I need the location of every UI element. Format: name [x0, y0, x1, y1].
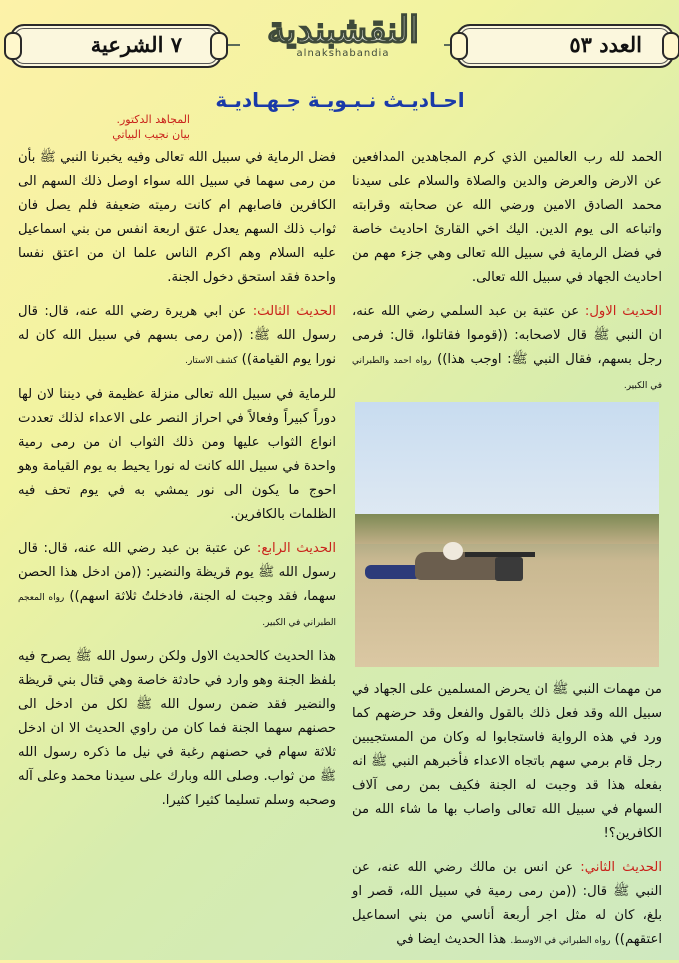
photo-equipment — [495, 557, 523, 581]
article-title: احـاديـث نـبـويـة جـهـاديـة — [215, 88, 465, 112]
hadith-4-reference: رواه المعجم الطبراني في الكبير. — [18, 593, 336, 628]
hadith-2-text: عن انس بن مالك رضي الله عنه، عن النبي ﷺ قال: ((من رمى رمية في سبيل الله، قصر او بلغ، كان له مثل اجر أربعة أناسي من بني اسماعيل اعتقهم)) — [352, 860, 662, 947]
author-name: بيان نجيب البياتي — [112, 128, 190, 141]
hadith-2-label: الحديث الثاني: — [580, 860, 662, 875]
hadith-4-text: عن عتبة بن عبد رضي الله عنه، قال: قال رسول الله ﷺ يوم قريظة والنضير: ((من ادخل هذا الحصن سهما، فقد وجبت له الجنة، فادخلتُ ثلاثة اسهم)) — [18, 541, 336, 604]
magazine-logo — [238, 8, 448, 70]
right-column — [352, 146, 662, 408]
left-column — [18, 146, 336, 823]
hadith-3-label: الحديث الثالث: — [252, 304, 336, 319]
right-column-lower — [352, 678, 662, 963]
issue-number: العدد ٥٣ — [569, 32, 642, 57]
issue-scroll — [456, 24, 674, 68]
photo-figure-head — [443, 542, 463, 560]
scroll-curl-right — [662, 32, 679, 60]
hadith-2 — [352, 856, 662, 953]
author-block — [20, 112, 190, 142]
author-title: المجاهد الدكتور. — [116, 113, 190, 126]
article-photo — [355, 402, 659, 667]
logo-subtitle: alnakshabandia — [296, 48, 390, 59]
photo-field — [355, 514, 659, 544]
commentary-3: للرماية في سبيل الله تعالى منزلة عظيمة في ديننا لان لها دوراً كبيراً وفعالاً في احراز النصر على الاعداء لذلك تعددت انواع الثواب عليها ومن ذلك الثواب ان من رمى رمية واحدة في سبيل الله كانت له نورا يحيط به يوم القيامة وهو احوج ما يكون الى نور يمشي به في يوم تحف فيه الظلمات بالكافرين. — [18, 387, 336, 522]
commentary-2: فضل الرماية في سبيل الله تعالى وفيه يخبرنا النبي ﷺ بأن من رمى سهما في سبيل الله سواء اوصل ذلك السهم الى الكافرين فاصابهم ام كانت رميته ضعيفة فلم يصل فان ثواب ذلك السهم يعدل عتق اربعة انفس من بني اسماعيل عليه السلام وهم اكرم الناس علما ان من اعتق نفسا واحدة فقد استحق دخول الجنة. — [18, 150, 336, 285]
hadith-3-text: عن ابي هريرة رضي الله عنه، قال: قال رسول الله ﷺ: ((من رمى بسهم في سبيل الله كان له نورا يوم القيامة)) — [18, 304, 336, 367]
commentary-4: هذا الحديث كالحديث الاول ولكن رسول الله ﷺ يصرح فيه بلفظ الجنة وهو وارد في حادثة خاصة وهي قتال بني قريظة والنضير فقد ضمن رسول الله ﷺ لكل من ادخل الى حصنهم سهما الجنة فما كان من راوي الحديث الا ان ادخل ثلاثة سهام في حصنهم رغبة في نيل ما ذكره رسول الله ﷺ من ثواب. وصلى الله وبارك على سيدنا محمد وعلى آله وصحبه وسلم تسليما كثيرا كثيرا. — [18, 649, 336, 808]
page-header — [0, 0, 679, 80]
commentary-1: من مهمات النبي ﷺ ان يحرض المسلمين على الجهاد في سبيل الله وقد فعل ذلك بالقول والفعل وقد حرضهم كما ورد في هذه الرواية فاستجابوا له وكان من المستجيبين رجل قام برمي سهم باتجاه الاعداء فأخبرهم النبي ﷺ انه بفعله هذا قد وجبت له الجنة فكيف بمن رمى آلاف السهام في سبيل الله تعالى واصاب بها ما شاء الله من الكافرين؟! — [352, 682, 662, 841]
page-scroll — [10, 24, 222, 68]
hadith-1-label: الحديث الاول: — [584, 304, 662, 319]
scroll-curl-left — [450, 32, 468, 60]
intro-paragraph: الحمد لله رب العالمين الذي كرم المجاهدين المدافعين عن الارض والعرض والدين والصلاة والسلام على سيدنا محمد الصادق الامين ورضي الله عن صحابته وقرابته واتباعه الى يوم الدين. اليك اخي القارئ احاديث خاصة في فضل الرماية في سبيل الله تعالى وهي جزء مهم من احاديث الجهاد في سبيل الله تعالى. — [352, 150, 662, 285]
scroll-curl-right — [210, 32, 228, 60]
hadith-3-reference: كشف الاستار. — [185, 356, 238, 366]
hadith-1 — [352, 300, 662, 398]
hadith-4-label: الحديث الرابع: — [256, 541, 336, 556]
hadith-2-continuation: هذا الحديث ايضا في — [396, 932, 511, 947]
hadith-1-text: عن عتبة بن عبد السلمي رضي الله عنه، ان النبي ﷺ قال لاصحابه: ((قوموا فقاتلوا، قال: فرمى رجل بسهم، فقال النبي ﷺ: اوجب هذا)) — [352, 304, 662, 367]
scroll-curl-left — [4, 32, 22, 60]
hadith-4 — [18, 537, 336, 635]
page-number-section: ٧ الشرعية — [90, 32, 182, 57]
hadith-2-reference: رواه الطبراني في الاوسط. — [510, 936, 611, 946]
logo-text: النقشبندية — [266, 9, 420, 51]
hadith-1-reference: رواه احمد والطبراني في الكبير. — [352, 356, 662, 391]
hadith-3 — [18, 300, 336, 373]
photo-figure-legs — [365, 565, 421, 579]
